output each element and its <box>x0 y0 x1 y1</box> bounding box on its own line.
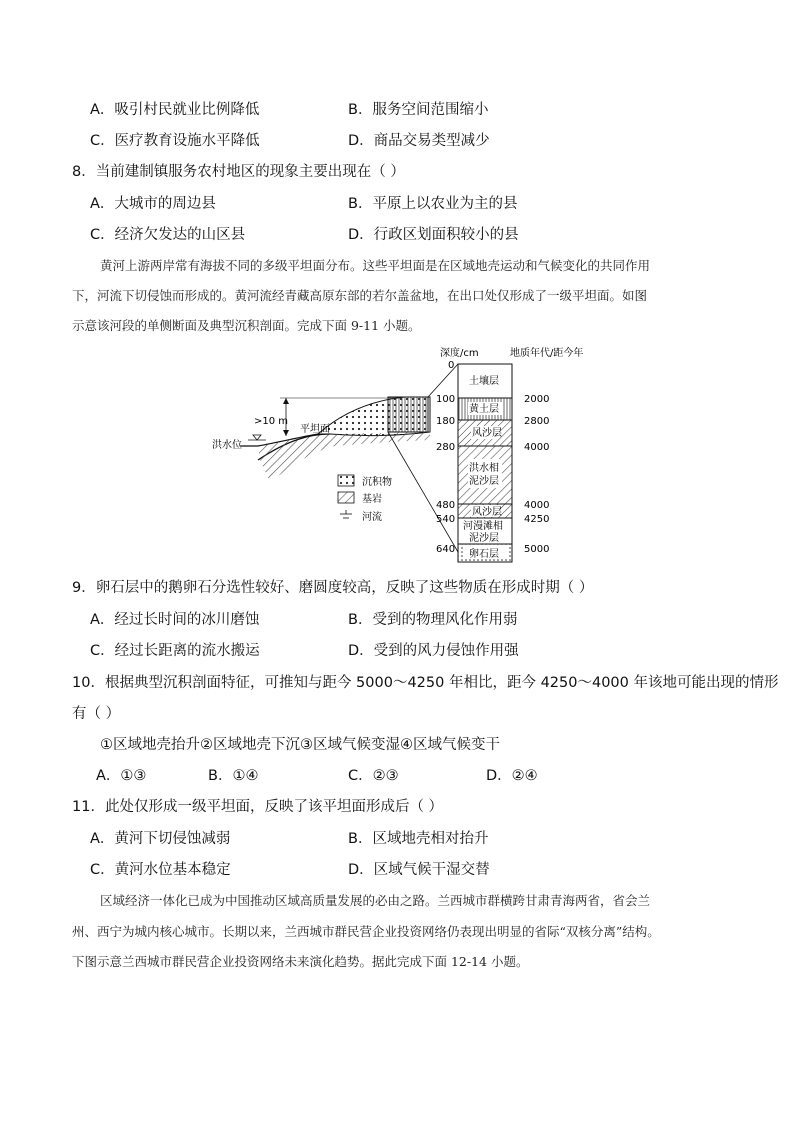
q10-option-c[interactable]: C．②③ <box>348 768 399 784</box>
legend-river-label: 河流 <box>362 512 382 523</box>
depth-480: 480 <box>436 500 456 511</box>
q8-option-a[interactable]: A．大城市的周边县 <box>90 196 216 212</box>
q10-stem-line2: 有（ ） <box>72 706 121 722</box>
q8-stem: 8．当前建制镇服务农村地区的现象主要出现在（ ） <box>72 164 405 180</box>
layer-gravel: 卵石层 <box>469 549 499 560</box>
passage2-line3: 下图示意兰西城市群民营企业投资网络未来演化趋势。据此完成下面 12-14 小题。 <box>72 954 529 969</box>
legend-sediment-label: 沉积物 <box>362 477 392 488</box>
depth-180: 180 <box>436 416 456 427</box>
q8-option-c[interactable]: C．经济欠发达的山区县 <box>90 227 246 243</box>
q7-option-b[interactable]: B．服务空间范围缩小 <box>348 102 489 118</box>
passage1-line1: 黄河上游两岸常有海拔不同的多级平坦面分布。这些平坦面是在区域地壳运动和气候变化的共同作用 <box>100 258 651 273</box>
passage1-line2: 下，河流下切侵蚀而形成的。黄河流经青藏高原东部的若尔盖盆地，在出口处仅形成了一级平坦面。如图 <box>72 288 648 303</box>
legend-river-icon <box>340 510 352 518</box>
terrace-section-figure <box>200 342 600 564</box>
q11-option-d[interactable]: D．区域气候干湿交替 <box>348 862 490 878</box>
q9-option-a[interactable]: A．经过长时间的冰川磨蚀 <box>90 612 260 628</box>
layer-flood-line2: 泥沙层 <box>469 476 499 487</box>
age-2000: 2000 <box>524 394 550 405</box>
legend-bedrock-label: 基岩 <box>362 494 382 505</box>
age-5000: 5000 <box>524 544 550 555</box>
layer-loess: 黄土层 <box>469 404 499 415</box>
q8-option-d[interactable]: D．行政区划面积较小的县 <box>348 227 519 243</box>
depth-header: 深度/cm <box>440 348 479 359</box>
layer-flood-line1: 洪水相 <box>469 463 499 474</box>
age-2800: 2800 <box>524 416 550 427</box>
q7-option-d[interactable]: D．商品交易类型减少 <box>348 133 490 149</box>
legend-bedrock-swatch <box>338 492 354 503</box>
q10-stem-line1: 10．根据典型沉积剖面特征，可推知与距今 5000～4250 年相比，距今 4250～4000 年该地可能出现的情形 <box>72 675 779 691</box>
q9-option-d[interactable]: D．受到的风力侵蚀作用强 <box>348 643 519 659</box>
depth-540: 540 <box>436 514 456 525</box>
age-header: 地质年代/距今年 <box>510 348 584 359</box>
q11-option-a[interactable]: A．黄河下切侵蚀减弱 <box>90 831 231 847</box>
age-4000-lower: 4000 <box>524 500 550 511</box>
q9-option-c[interactable]: C．经过长距离的流水搬运 <box>90 643 260 659</box>
q11-option-b[interactable]: B．区域地壳相对抬升 <box>348 831 489 847</box>
layer-floodplain-line1: 河漫滩相 <box>463 521 503 532</box>
terrace-label: 平坦面 <box>300 424 330 435</box>
depth-280: 280 <box>436 442 456 453</box>
age-4000-upper: 4000 <box>524 442 550 453</box>
q10-items: ①区域地壳抬升②区域地壳下沉③区域气候变湿④区域气候变干 <box>100 737 500 753</box>
q10-option-b[interactable]: B．①④ <box>208 768 259 784</box>
passage1-line3: 示意该河段的单侧断面及典型沉积剖面。完成下面 9-11 小题。 <box>72 318 421 333</box>
q11-option-c[interactable]: C．黄河水位基本稳定 <box>90 862 231 878</box>
layer-soil: 土壤层 <box>469 376 499 387</box>
q10-option-a[interactable]: A．①③ <box>96 768 147 784</box>
flood-level-label: 洪水位 <box>212 440 242 451</box>
q7-option-a[interactable]: A．吸引村民就业比例降低 <box>90 102 260 118</box>
depth-0: 0 <box>448 360 455 371</box>
q8-option-b[interactable]: B．平原上以农业为主的县 <box>348 196 518 212</box>
q10-option-d[interactable]: D．②④ <box>486 768 538 784</box>
legend-sediment-swatch <box>338 475 354 486</box>
layer-aeolian-upper: 风沙层 <box>472 428 502 439</box>
q9-stem: 9．卵石层中的鹅卵石分选性较好、磨圆度较高，反映了这些物质在形成时期（ ） <box>72 580 594 596</box>
q7-option-c[interactable]: C．医疗教育设施水平降低 <box>90 133 260 149</box>
layer-aeolian-lower: 风沙层 <box>472 507 502 518</box>
q9-option-b[interactable]: B．受到的物理风化作用弱 <box>348 612 518 628</box>
passage2-line2: 州、西宁为城内核心城市。长期以来，兰西城市群民营企业投资网络仍表现出明显的省际“双核分离”结构。 <box>72 924 660 939</box>
height-label: >10 m <box>254 416 289 427</box>
layer-floodplain-line2: 泥沙层 <box>469 533 499 544</box>
age-4250: 4250 <box>524 514 550 525</box>
depth-640: 640 <box>436 544 456 555</box>
passage2-line1: 区域经济一体化已成为中国推动区域高质量发展的必由之路。兰西城市群横跨甘肃青海两省，省会兰 <box>100 893 651 908</box>
depth-100: 100 <box>436 394 456 405</box>
q11-stem: 11．此处仅形成一级平坦面，反映了该平坦面形成后（ ） <box>72 799 444 815</box>
